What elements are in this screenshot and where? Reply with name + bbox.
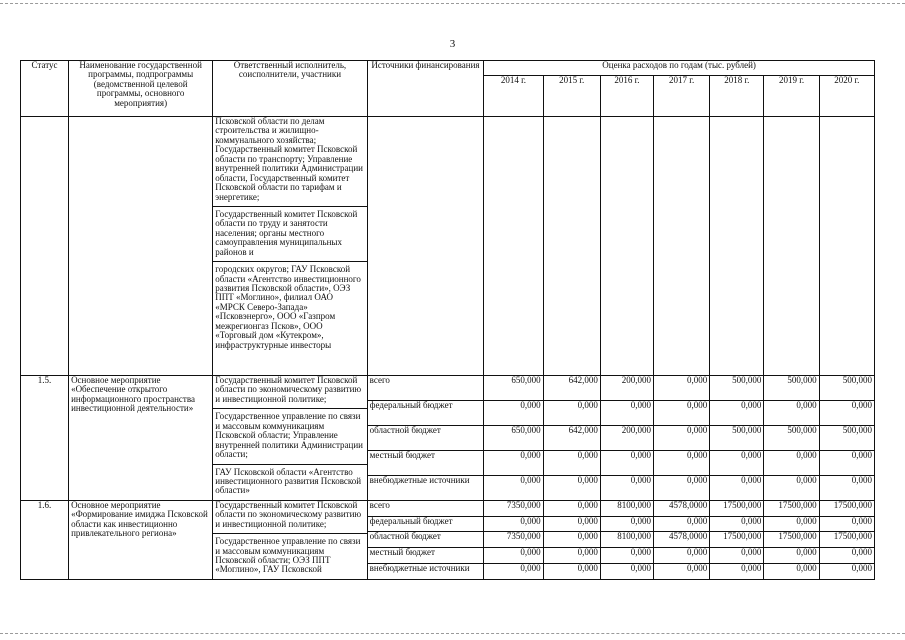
cost-value: 0,000 — [484, 548, 543, 564]
row-program: Основное мероприятие «Обеспечение открытого информационного пространства инвестиционной деятельности» — [69, 376, 213, 501]
cost-value: 0,000 — [600, 516, 653, 532]
cost-value: 0,000 — [484, 450, 543, 475]
cost-value: 0,000 — [764, 400, 819, 425]
source-name: всего — [367, 376, 484, 401]
cost-value: 642,000 — [543, 376, 600, 401]
executor-block: Государственный комитет Псковской области по экономическому развитию и инвестиционной политике; — [215, 375, 362, 404]
cost-value: 7350,000 — [484, 500, 543, 516]
cost-value: 500,000 — [764, 425, 819, 450]
header-year: 2014 г. — [484, 76, 543, 117]
cost-value: 0,000 — [710, 564, 764, 580]
cost-value: 0,000 — [484, 516, 543, 532]
cost-value: 8100,000 — [600, 532, 653, 548]
cost-value: 0,000 — [543, 400, 600, 425]
row-executor — [213, 376, 367, 501]
cost-value: 0,000 — [543, 548, 600, 564]
table-row — [21, 376, 875, 401]
cost-value: 0,000 — [543, 564, 600, 580]
header-year: 2017 г. — [654, 76, 710, 117]
source-name: федеральный бюджет — [367, 516, 484, 532]
executor-block: Псковской области по делам строительства и жилищно-коммунального хозяйства; Государственный комитет Псковской области по транспорту; Управление внутренней политики Администрации области, Государственный комитет Псковской области по тарифам и энергетике; — [215, 116, 363, 202]
executor-block: Государственное управление по связи и массовым коммуникациям Псковской области; Управление внутренней политики Администрации области; — [213, 408, 366, 463]
cost-value: 0,000 — [654, 548, 710, 564]
cost-value: 0,000 — [764, 475, 819, 500]
header-costs: Оценка расходов по годам (тыс. рублей) — [484, 61, 875, 76]
cost-value: 8100,000 — [600, 500, 653, 516]
cost-value: 0,000 — [819, 516, 874, 532]
header-year: 2016 г. — [600, 76, 653, 117]
header-sources: Источники финансирования — [367, 61, 484, 117]
cost-value: 0,000 — [654, 564, 710, 580]
cost-value: 0,000 — [764, 450, 819, 475]
cost-value: 0,000 — [654, 425, 710, 450]
cost-value: 0,000 — [764, 548, 819, 564]
executor-block: ГАУ Псковской области «Агентство инвестиционного развития Псковской области» — [213, 464, 366, 500]
source-name: местный бюджет — [367, 450, 484, 475]
cost-value: 650,000 — [484, 376, 543, 401]
cost-value: 0,000 — [654, 376, 710, 401]
cost-value: 0,000 — [819, 450, 874, 475]
header-executor: Ответственный исполнитель, соисполнители, участники — [213, 61, 367, 117]
cost-value: 0,000 — [484, 400, 543, 425]
scan-edge-bottom — [0, 633, 905, 635]
executor-block: Государственный комитет Псковской области по труду и занятости населения; органы местного самоуправления муниципальных районов и — [213, 206, 366, 261]
cost-value: 200,000 — [600, 425, 653, 450]
source-name: всего — [367, 500, 484, 516]
page-number: 3 — [449, 38, 456, 50]
cost-value: 0,000 — [600, 564, 653, 580]
cost-value: 0,000 — [654, 516, 710, 532]
cost-value: 0,000 — [654, 475, 710, 500]
source-name: федеральный бюджет — [367, 400, 484, 425]
header-year: 2018 г. — [710, 76, 764, 117]
header-status: Статус — [21, 61, 69, 117]
cost-value: 0,000 — [654, 400, 710, 425]
cost-value: 0,000 — [764, 564, 819, 580]
cost-value: 0,000 — [543, 516, 600, 532]
source-name: областной бюджет — [367, 425, 484, 450]
source-name: внебюджетные источники — [367, 564, 484, 580]
cost-value: 0,000 — [710, 516, 764, 532]
cost-value: 17500,000 — [764, 500, 819, 516]
continuation-executor — [213, 117, 367, 376]
continuation-row — [21, 117, 875, 376]
cost-value: 500,000 — [710, 425, 764, 450]
cost-value: 7350,000 — [484, 532, 543, 548]
cost-value: 0,000 — [654, 450, 710, 475]
cost-value: 500,000 — [819, 376, 874, 401]
cost-value: 0,000 — [710, 450, 764, 475]
cost-value: 0,000 — [484, 564, 543, 580]
cost-value: 0,000 — [484, 475, 543, 500]
cost-value: 4578,0000 — [654, 532, 710, 548]
header-year: 2020 г. — [819, 76, 874, 117]
header-year: 2015 г. — [543, 76, 600, 117]
row-executor — [213, 500, 367, 579]
cost-value: 0,000 — [543, 500, 600, 516]
program-table — [20, 60, 875, 580]
cost-value: 0,000 — [764, 516, 819, 532]
cost-value: 0,000 — [710, 548, 764, 564]
cost-value: 500,000 — [819, 425, 874, 450]
source-name: областной бюджет — [367, 532, 484, 548]
cost-value: 17500,000 — [819, 500, 874, 516]
cost-value: 642,000 — [543, 425, 600, 450]
cost-value: 0,000 — [600, 450, 653, 475]
cost-value: 200,000 — [600, 376, 653, 401]
row-status: 1.6. — [21, 500, 69, 579]
cost-value: 650,000 — [484, 425, 543, 450]
cost-value: 17500,000 — [710, 532, 764, 548]
cost-value: 17500,000 — [710, 500, 764, 516]
cost-value: 0,000 — [710, 475, 764, 500]
header-year: 2019 г. — [764, 76, 819, 117]
table-row — [21, 500, 875, 516]
row-status: 1.5. — [21, 376, 69, 501]
row-program: Основное мероприятие «Формирование имиджа Псковской области как инвестиционно привлекательного региона» — [69, 500, 213, 579]
cost-value: 0,000 — [543, 532, 600, 548]
cost-value: 0,000 — [819, 475, 874, 500]
executor-block: Государственное управление по связи и массовым коммуникациям Псковской области; ОЭЗ ППТ «Моглино», ГАУ Псковской — [213, 533, 366, 579]
header-program: Наименование государственной программы, подпрограммы (ведомственной целевой программы, основного мероприятия) — [69, 61, 213, 117]
cost-value: 0,000 — [819, 400, 874, 425]
executor-block: Государственный комитет Псковской области по экономическому развитию и инвестиционной политике; — [215, 499, 362, 529]
cost-value: 0,000 — [819, 548, 874, 564]
cost-value: 0,000 — [600, 475, 653, 500]
cost-value: 0,000 — [600, 400, 653, 425]
cost-value: 17500,000 — [764, 532, 819, 548]
cost-value: 0,000 — [819, 564, 874, 580]
cost-value: 500,000 — [710, 376, 764, 401]
source-name: внебюджетные источники — [367, 475, 484, 500]
cost-value: 500,000 — [764, 376, 819, 401]
cost-value: 0,000 — [710, 400, 764, 425]
cost-value: 0,000 — [543, 450, 600, 475]
source-name: местный бюджет — [367, 548, 484, 564]
cost-value: 17500,000 — [819, 532, 874, 548]
scan-edge-top — [0, 3, 905, 5]
executor-block: городских округов; ГАУ Псковской области «Агентство инвестиционного развития Псковской области», ОЭЗ ППТ «Моглино», филиал ОАО «МРСК Северо-Запада» «Псковэнерго», ООО «Газпром межрегионгаз Псков», ООО «Торговый дом «Кутекром», инфраструктурные инвесторы — [213, 261, 366, 354]
cost-value: 0,000 — [543, 475, 600, 500]
cost-value: 4578,0000 — [654, 500, 710, 516]
cost-value: 0,000 — [600, 548, 653, 564]
